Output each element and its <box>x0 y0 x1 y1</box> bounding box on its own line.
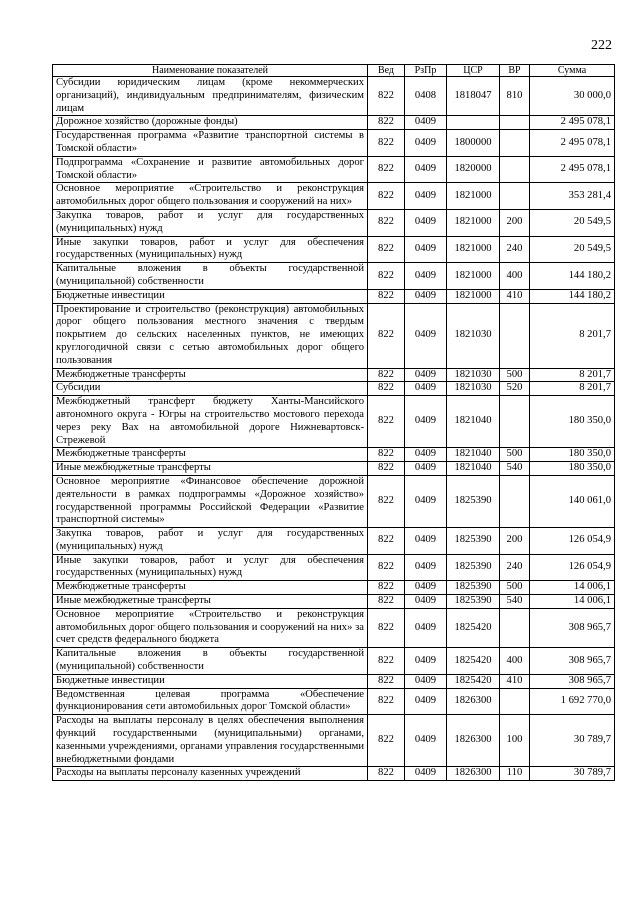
cell-ved: 822 <box>368 236 405 263</box>
cell-csr: 1821000 <box>447 209 500 236</box>
cell-vr <box>500 130 530 157</box>
cell-csr: 1821030 <box>447 368 500 382</box>
cell-vr: 110 <box>500 767 530 781</box>
cell-sum: 140 061,0 <box>530 475 615 527</box>
cell-csr: 1825390 <box>447 581 500 595</box>
table-row <box>53 528 615 555</box>
cell-sum: 144 180,2 <box>530 263 615 290</box>
cell-sum: 1 692 770,0 <box>530 688 615 715</box>
table-row <box>53 462 615 476</box>
table-row <box>53 688 615 715</box>
cell-csr: 1821040 <box>447 462 500 476</box>
table-row <box>53 289 615 303</box>
cell-name: Подпрограмма «Сохранение и развитие автомобильных дорог Томской области» <box>53 156 368 183</box>
cell-sum: 308 965,7 <box>530 648 615 675</box>
cell-ved: 822 <box>368 289 405 303</box>
cell-sum: 180 350,0 <box>530 462 615 476</box>
cell-rzpr: 0409 <box>405 462 447 476</box>
cell-csr: 1820000 <box>447 156 500 183</box>
cell-csr: 1825390 <box>447 475 500 527</box>
table-row <box>53 554 615 581</box>
cell-csr: 1821000 <box>447 236 500 263</box>
cell-sum: 126 054,9 <box>530 528 615 555</box>
cell-sum: 2 495 078,1 <box>530 116 615 130</box>
cell-ved: 822 <box>368 130 405 157</box>
cell-sum: 2 495 078,1 <box>530 156 615 183</box>
table-row <box>53 303 615 368</box>
cell-ved: 822 <box>368 156 405 183</box>
cell-name: Капитальные вложения в объекты государственной (муниципальной) собственности <box>53 263 368 290</box>
table-row <box>53 396 615 448</box>
cell-ved: 822 <box>368 368 405 382</box>
cell-vr: 500 <box>500 448 530 462</box>
cell-sum: 8 201,7 <box>530 368 615 382</box>
cell-rzpr: 0409 <box>405 528 447 555</box>
cell-name: Основное мероприятие «Строительство и реконструкция автомобильных дорог общего пользования и сооружений на них» за счет средств федерального бюджета <box>53 608 368 647</box>
cell-name: Межбюджетные трансферты <box>53 368 368 382</box>
cell-rzpr: 0409 <box>405 688 447 715</box>
cell-rzpr: 0409 <box>405 382 447 396</box>
cell-rzpr: 0409 <box>405 183 447 210</box>
cell-sum: 14 006,1 <box>530 595 615 609</box>
cell-name: Дорожное хозяйство (дорожные фонды) <box>53 116 368 130</box>
cell-name: Межбюджетные трансферты <box>53 448 368 462</box>
cell-vr: 810 <box>500 77 530 116</box>
cell-vr <box>500 156 530 183</box>
cell-ved: 822 <box>368 396 405 448</box>
table-row <box>53 715 615 767</box>
table-row <box>53 130 615 157</box>
cell-rzpr: 0409 <box>405 475 447 527</box>
cell-rzpr: 0409 <box>405 448 447 462</box>
table-body <box>53 77 615 781</box>
cell-rzpr: 0408 <box>405 77 447 116</box>
cell-ved: 822 <box>368 183 405 210</box>
cell-rzpr: 0409 <box>405 116 447 130</box>
cell-ved: 822 <box>368 767 405 781</box>
table-row <box>53 475 615 527</box>
cell-sum: 126 054,9 <box>530 554 615 581</box>
header-rzpr: РзПр <box>405 65 447 77</box>
cell-name: Закупка товаров, работ и услуг для государственных (муниципальных) нужд <box>53 528 368 555</box>
cell-name: Закупка товаров, работ и услуг для государственных (муниципальных) нужд <box>53 209 368 236</box>
cell-rzpr: 0409 <box>405 236 447 263</box>
cell-name: Расходы на выплаты персоналу казенных учреждений <box>53 767 368 781</box>
cell-sum: 180 350,0 <box>530 448 615 462</box>
cell-csr: 1818047 <box>447 77 500 116</box>
cell-rzpr: 0409 <box>405 715 447 767</box>
header-ved: Вед <box>368 65 405 77</box>
cell-csr: 1825420 <box>447 674 500 688</box>
cell-sum: 144 180,2 <box>530 289 615 303</box>
table-row <box>53 382 615 396</box>
cell-name: Межбюджетные трансферты <box>53 581 368 595</box>
cell-name: Бюджетные инвестиции <box>53 289 368 303</box>
table-row <box>53 183 615 210</box>
cell-ved: 822 <box>368 475 405 527</box>
cell-rzpr: 0409 <box>405 674 447 688</box>
cell-csr: 1826300 <box>447 767 500 781</box>
cell-ved: 822 <box>368 648 405 675</box>
cell-csr: 1825420 <box>447 608 500 647</box>
cell-rzpr: 0409 <box>405 581 447 595</box>
cell-csr: 1826300 <box>447 715 500 767</box>
cell-csr: 1821000 <box>447 263 500 290</box>
cell-rzpr: 0409 <box>405 396 447 448</box>
table-header-row <box>53 65 615 77</box>
cell-name: Иные межбюджетные трансферты <box>53 595 368 609</box>
cell-rzpr: 0409 <box>405 263 447 290</box>
cell-name: Основное мероприятие «Финансовое обеспечение дорожной деятельности в рамках подпрограммы «Дорожное хозяйство» государственной программы Российской Федерации «Развитие транспортной системы» <box>53 475 368 527</box>
cell-name: Бюджетные инвестиции <box>53 674 368 688</box>
cell-ved: 822 <box>368 554 405 581</box>
cell-ved: 822 <box>368 209 405 236</box>
cell-csr: 1821000 <box>447 183 500 210</box>
cell-csr: 1821000 <box>447 289 500 303</box>
cell-vr <box>500 303 530 368</box>
cell-ved: 822 <box>368 448 405 462</box>
table-row <box>53 648 615 675</box>
table-row <box>53 236 615 263</box>
cell-ved: 822 <box>368 382 405 396</box>
cell-vr: 410 <box>500 674 530 688</box>
cell-sum: 2 495 078,1 <box>530 130 615 157</box>
table-row <box>53 767 615 781</box>
cell-vr <box>500 608 530 647</box>
cell-ved: 822 <box>368 528 405 555</box>
cell-csr: 1825390 <box>447 595 500 609</box>
cell-csr: 1825390 <box>447 554 500 581</box>
cell-vr: 540 <box>500 595 530 609</box>
cell-rzpr: 0409 <box>405 303 447 368</box>
cell-vr <box>500 116 530 130</box>
cell-sum: 20 549,5 <box>530 236 615 263</box>
cell-rzpr: 0409 <box>405 554 447 581</box>
header-vr: ВР <box>500 65 530 77</box>
cell-name: Государственная программа «Развитие транспортной системы в Томской области» <box>53 130 368 157</box>
table-row <box>53 368 615 382</box>
cell-vr: 520 <box>500 382 530 396</box>
cell-ved: 822 <box>368 688 405 715</box>
cell-sum: 308 965,7 <box>530 608 615 647</box>
cell-ved: 822 <box>368 116 405 130</box>
cell-ved: 822 <box>368 462 405 476</box>
cell-vr: 410 <box>500 289 530 303</box>
cell-vr: 240 <box>500 554 530 581</box>
cell-name: Проектирование и строительство (реконструкция) автомобильных дорог общего пользования местного значения с твердым покрытием до сельских населенных пунктов, не имеющих круглогодичной связи с сетью автомобильных дорог общего пользования <box>53 303 368 368</box>
cell-sum: 30 000,0 <box>530 77 615 116</box>
cell-vr <box>500 396 530 448</box>
cell-name: Межбюджетный трансферт бюджету Ханты-Мансийского автономного округа - Югры на строительство мостового перехода через реку Вах на автомобильной дороге Нижневартовск-Стрежевой <box>53 396 368 448</box>
table-row <box>53 263 615 290</box>
cell-vr: 400 <box>500 263 530 290</box>
cell-ved: 822 <box>368 581 405 595</box>
cell-ved: 822 <box>368 263 405 290</box>
cell-name: Ведомственная целевая программа «Обеспечение функционирования сети автомобильных дорог Томской области» <box>53 688 368 715</box>
cell-rzpr: 0409 <box>405 767 447 781</box>
cell-csr: 1800000 <box>447 130 500 157</box>
cell-rzpr: 0409 <box>405 130 447 157</box>
cell-sum: 308 965,7 <box>530 674 615 688</box>
cell-name: Субсидии юридическим лицам (кроме некоммерческих организаций), индивидуальным предпринимателям, физическим лицам <box>53 77 368 116</box>
cell-vr: 200 <box>500 209 530 236</box>
cell-rzpr: 0409 <box>405 608 447 647</box>
cell-sum: 8 201,7 <box>530 303 615 368</box>
cell-vr: 100 <box>500 715 530 767</box>
header-sum: Сумма <box>530 65 615 77</box>
cell-name: Основное мероприятие «Строительство и реконструкция автомобильных дорог общего пользования и сооружений на них» <box>53 183 368 210</box>
cell-name: Иные закупки товаров, работ и услуг для обеспечения государственных (муниципальных) нужд <box>53 554 368 581</box>
cell-sum: 30 789,7 <box>530 715 615 767</box>
cell-sum: 20 549,5 <box>530 209 615 236</box>
cell-ved: 822 <box>368 715 405 767</box>
table-row <box>53 608 615 647</box>
cell-csr: 1825420 <box>447 648 500 675</box>
cell-sum: 14 006,1 <box>530 581 615 595</box>
cell-sum: 30 789,7 <box>530 767 615 781</box>
cell-csr: 1826300 <box>447 688 500 715</box>
cell-rzpr: 0409 <box>405 595 447 609</box>
cell-ved: 822 <box>368 674 405 688</box>
cell-csr: 1821030 <box>447 303 500 368</box>
cell-vr: 540 <box>500 462 530 476</box>
cell-vr <box>500 688 530 715</box>
cell-rzpr: 0409 <box>405 156 447 183</box>
table-row <box>53 674 615 688</box>
cell-vr: 500 <box>500 368 530 382</box>
table-row <box>53 156 615 183</box>
cell-name: Иные закупки товаров, работ и услуг для обеспечения государственных (муниципальных) нужд <box>53 236 368 263</box>
cell-name: Субсидии <box>53 382 368 396</box>
cell-csr: 1821030 <box>447 382 500 396</box>
cell-rzpr: 0409 <box>405 368 447 382</box>
cell-vr: 240 <box>500 236 530 263</box>
cell-vr <box>500 183 530 210</box>
cell-csr: 1821040 <box>447 396 500 448</box>
cell-sum: 180 350,0 <box>530 396 615 448</box>
table-row <box>53 209 615 236</box>
cell-csr: 1821040 <box>447 448 500 462</box>
cell-vr <box>500 475 530 527</box>
budget-table <box>52 64 615 781</box>
header-csr: ЦСР <box>447 65 500 77</box>
table-row <box>53 581 615 595</box>
header-name: Наименование показателей <box>53 65 368 77</box>
cell-ved: 822 <box>368 608 405 647</box>
cell-name: Капитальные вложения в объекты государственной (муниципальной) собственности <box>53 648 368 675</box>
cell-ved: 822 <box>368 595 405 609</box>
cell-ved: 822 <box>368 303 405 368</box>
cell-rzpr: 0409 <box>405 648 447 675</box>
table-row <box>53 77 615 116</box>
cell-name: Расходы на выплаты персоналу в целях обеспечения выполнения функций государственными (муниципальными) органами, казенными учреждениями, органами управления государственными внебюджетными фондами <box>53 715 368 767</box>
cell-csr: 1825390 <box>447 528 500 555</box>
cell-name: Иные межбюджетные трансферты <box>53 462 368 476</box>
page-number: 222 <box>591 38 612 53</box>
cell-rzpr: 0409 <box>405 209 447 236</box>
cell-sum: 353 281,4 <box>530 183 615 210</box>
table-row <box>53 116 615 130</box>
cell-csr <box>447 116 500 130</box>
cell-vr: 400 <box>500 648 530 675</box>
cell-vr: 500 <box>500 581 530 595</box>
table-row <box>53 448 615 462</box>
cell-vr: 200 <box>500 528 530 555</box>
table-row <box>53 595 615 609</box>
cell-rzpr: 0409 <box>405 289 447 303</box>
cell-sum: 8 201,7 <box>530 382 615 396</box>
cell-ved: 822 <box>368 77 405 116</box>
